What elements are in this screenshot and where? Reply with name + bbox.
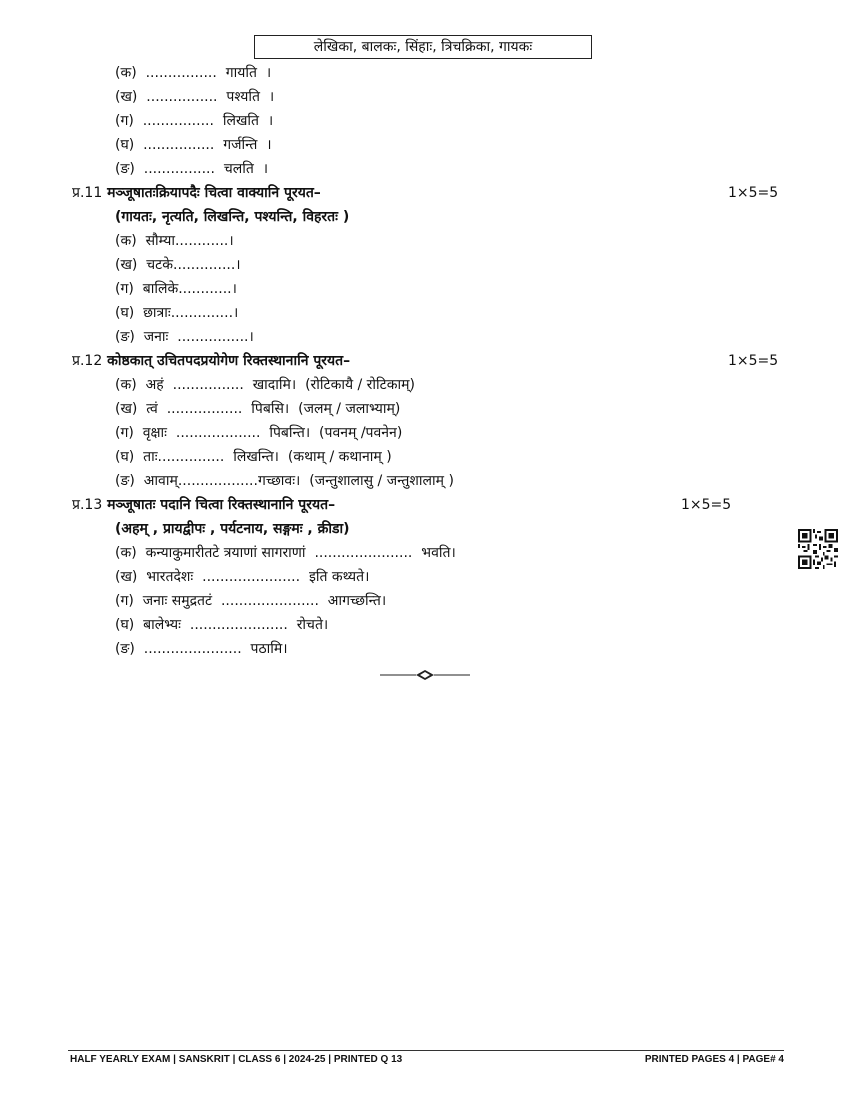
q10-item: (ख) ................ पश्यति । — [115, 89, 275, 105]
q13-item: (क) कन्याकुमारीतटे त्रयाणां सागराणां ...................... भवति। — [115, 545, 456, 561]
q13-marks: 1×5=5 — [681, 497, 732, 513]
q12-item: (ङ) आवाम्..................गच्छावः। (जन्तुशालासु / जन्तुशालाम् ) — [115, 473, 454, 489]
q11-item: (घ) छात्राः..............। — [115, 305, 239, 321]
q13-item: (ग) जनाः समुद्रतटं ...................... आगच्छन्ति। — [115, 593, 387, 609]
qr-code-icon — [798, 529, 838, 569]
q12-item: (क) अहं ................ खादामि। (रोटिकायै / रोटिकाम्) — [115, 377, 415, 393]
q12-item: (ग) वृक्षाः ................... पिबन्ति। (पवनम् /पवनेन) — [115, 425, 403, 441]
q11-options: (गायतः, नृत्यति, लिखन्ति, पश्यन्ति, विहरतः ) — [115, 209, 350, 225]
q12-number: प्र.12 — [72, 353, 103, 369]
q10-item: (क) ................ गायति । — [115, 65, 272, 81]
q11-item: (ङ) जनाः ................। — [115, 329, 254, 345]
q12-title: कोष्ठकात् उचितपदप्रयोगेण रिक्तस्थानानि पूरयत– — [107, 353, 351, 369]
q10-item: (ग) ................ लिखति । — [115, 113, 274, 129]
q11-item: (ख) चटके..............। — [115, 257, 241, 273]
q11-heading — [72, 182, 321, 204]
q12-heading — [72, 350, 350, 372]
q12-item: (ख) त्वं ................. पिबसि। (जलम् / जलाभ्याम्) — [115, 401, 401, 417]
q13-number: प्र.13 — [72, 497, 103, 513]
q13-options: (अहम् , प्रायद्वीपः , पर्यटनाय, सङ्गमः , क्रीडा) — [115, 521, 350, 537]
footer-exam-info: HALF YEARLY EXAM | SANSKRIT | CLASS 6 | 2024-25 | PRINTED Q 13 — [70, 1054, 403, 1065]
q11-item: (क) सौम्या............। — [115, 233, 234, 249]
q10-item: (घ) ................ गर्जन्ति । — [115, 137, 272, 153]
q13-item: (घ) बालेभ्यः ...................... रोचते। — [115, 617, 329, 633]
q11-marks: 1×5=5 — [728, 185, 779, 201]
footer-rule — [68, 1050, 784, 1051]
q13-item: (ङ) ...................... पठामि। — [115, 641, 288, 657]
q13-title: मञ्जूषातः पदानि चित्वा रिक्तस्थानानि पूरयत– — [107, 497, 336, 513]
end-divider-ornament — [380, 668, 470, 682]
word-box: लेखिका, बालकः, सिंहाः, त्रिचक्रिका, गायकः — [254, 35, 592, 59]
q12-marks: 1×5=5 — [728, 353, 779, 369]
footer-page-info: PRINTED PAGES 4 | PAGE# 4 — [644, 1054, 784, 1065]
q12-item: (घ) ताः............... लिखन्ति। (कथाम् / कथानाम् ) — [115, 449, 392, 465]
q13-heading — [72, 494, 335, 516]
q11-item: (ग) बालिके............। — [115, 281, 237, 297]
q11-title: मञ्जूषातःक्रियापदैः चित्वा वाक्यानि पूरयत– — [107, 185, 321, 201]
q10-item: (ङ) ................ चलति । — [115, 161, 269, 177]
q11-number: प्र.11 — [72, 185, 103, 201]
q13-item: (ख) भारतदेशः ...................... इति कथ्यते। — [115, 569, 370, 585]
